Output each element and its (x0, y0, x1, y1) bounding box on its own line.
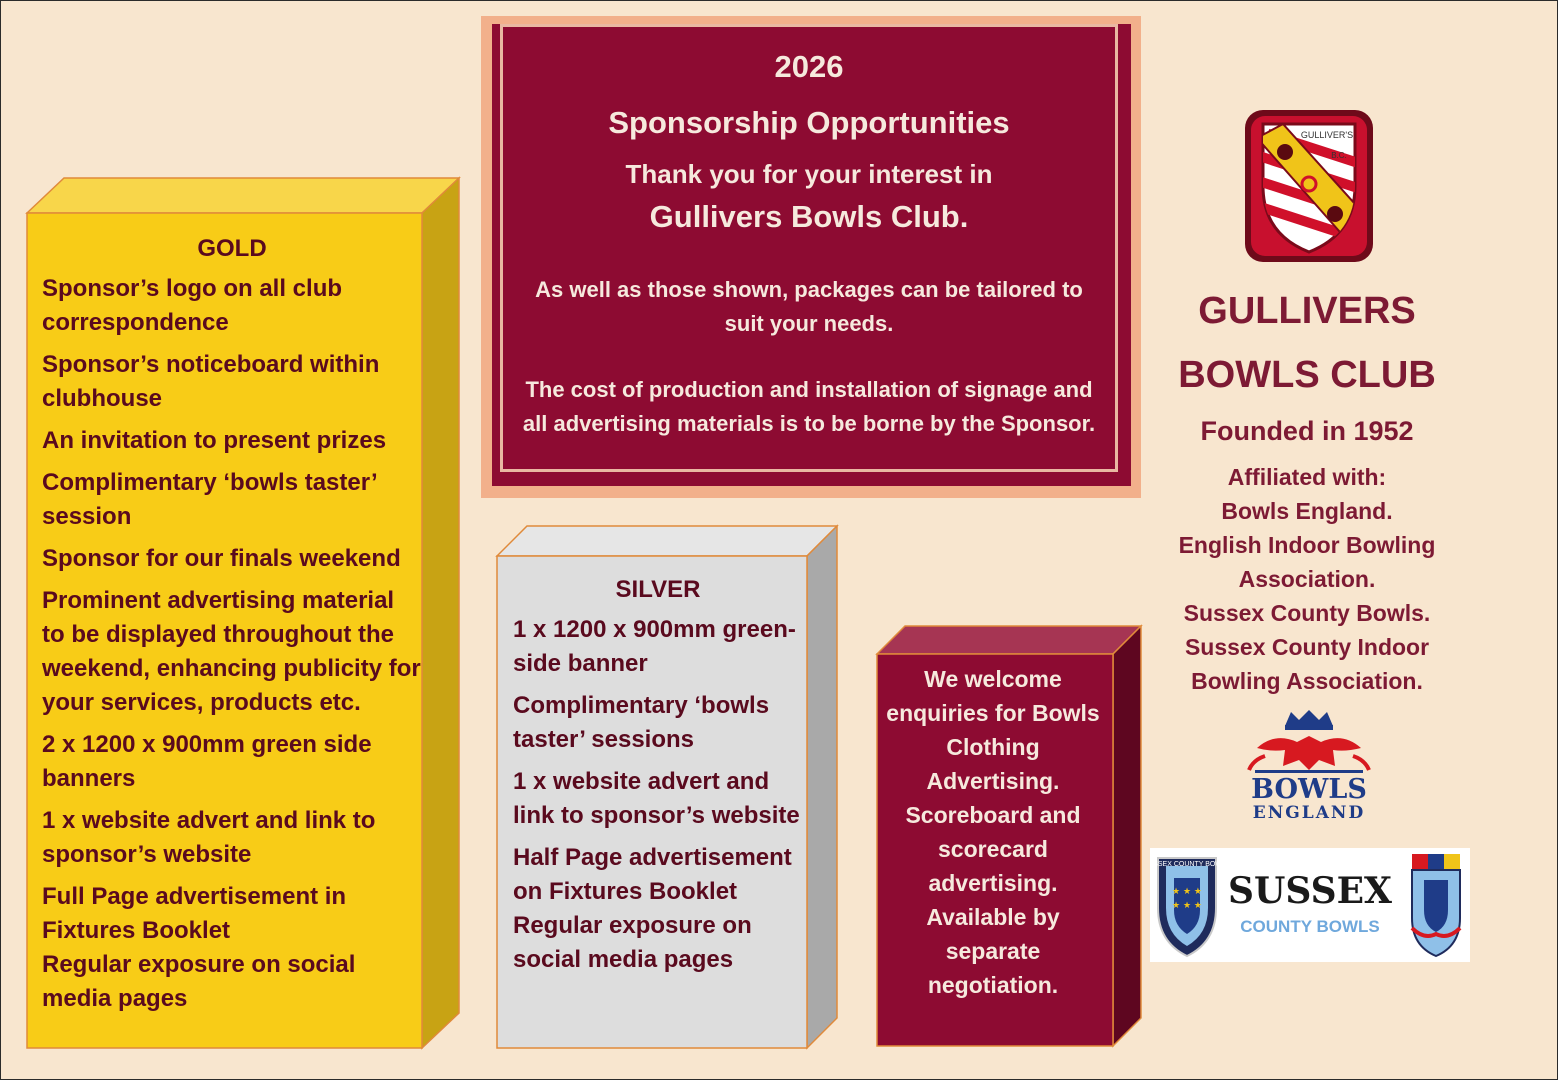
club-name-line2: BOWLS CLUB (1178, 354, 1436, 396)
svg-text:★ ★ ★: ★ ★ ★ (1172, 887, 1202, 897)
header-club-name: Gullivers Bowls Club. (649, 199, 969, 234)
affiliated-heading: Affiliated with: (1227, 464, 1387, 490)
bowls-england-sub: ENGLAND (1252, 803, 1366, 823)
silver-item-taster: Complimentary ‘bowls taster’ sessions (513, 692, 770, 753)
header-year: 2026 (774, 49, 844, 84)
sussex-shield-logo (1150, 858, 1231, 956)
silver-title: SILVER (615, 576, 701, 603)
header-paragraph-cost: The cost of production and installation of signage and all advertising materials is to be borne by the Sponsor. (522, 377, 1096, 436)
affiliation-eiba: English Indoor Bowling Association. (1178, 532, 1436, 592)
gold-item-social: Regular exposure on social media pages (42, 951, 356, 1012)
silver-item-booklet: Half Page advertisement on Fixtures Booklet (513, 844, 792, 905)
affiliation-sussex-county-bowls: Sussex County Bowls. (1183, 600, 1431, 626)
gold-item-taster: Complimentary ‘bowls taster’ session (42, 469, 377, 530)
bowls-england-word: BOWLS (1251, 774, 1367, 805)
gold-item-noticeboard: Sponsor’s noticeboard within clubhouse (42, 351, 380, 412)
svg-text:★ ★ ★: ★ ★ ★ (1172, 901, 1202, 911)
sussex-county-bowls-logos (1150, 848, 1470, 962)
silver-item-social: Regular exposure on social media pages (513, 912, 752, 973)
club-crest-logo (1243, 108, 1375, 264)
affiliation-bowls-england: Bowls England. (1221, 498, 1393, 524)
gold-item-website: 1 x website advert and link to sponsor’s website (42, 807, 376, 868)
enquiries-text: We welcome enquiries for Bowls Clothing Advertising. Scoreboard and scorecard advertising. Available by separate negotiation. (886, 666, 1100, 998)
crest-text-top: GULLIVER'S (1300, 130, 1354, 140)
header-thank-you: Thank you for your interest in (625, 159, 993, 189)
gold-item-banners: 2 x 1200 x 900mm green side banners (42, 731, 372, 792)
shield-ring-text: SUSSEX COUNTY BOWLS (1150, 861, 1231, 868)
sussex-word: SUSSEX (1228, 870, 1392, 912)
header-paragraph-tailored: As well as those shown, packages can be tailored to suit your needs. (535, 277, 1083, 336)
gold-item-finals: Sponsor for our finals weekend (42, 545, 401, 572)
sussex-sub: COUNTY BOWLS (1240, 917, 1380, 936)
gold-title: GOLD (197, 235, 267, 262)
gold-item-prizes: An invitation to present prizes (42, 427, 387, 454)
crest-text-bottom: B.C. (1331, 151, 1347, 160)
club-name-line1: GULLIVERS (1198, 290, 1416, 332)
gold-item-logo: Sponsor’s logo on all club correspondence (42, 275, 343, 336)
silver-item-banner: 1 x 1200 x 900mm green-side banner (513, 616, 796, 677)
affiliation-sussex-indoor: Sussex County Indoor Bowling Association. (1184, 634, 1430, 694)
header-title: Sponsorship Opportunities (608, 105, 1010, 140)
gold-item-booklet: Full Page advertisement in Fixtures Booklet (42, 883, 347, 944)
affiliations-block (1150, 460, 1464, 698)
gold-item-advertising: Prominent advertising material to be displayed throughout the weekend, enhancing publicity for your services, products etc. (42, 587, 421, 716)
sussex-indoor-crest (1412, 854, 1460, 956)
silver-item-website: 1 x website advert and link to sponsor’s website (513, 768, 800, 829)
bowls-england-logo (1235, 708, 1383, 823)
club-founded: Founded in 1952 (1200, 416, 1414, 446)
